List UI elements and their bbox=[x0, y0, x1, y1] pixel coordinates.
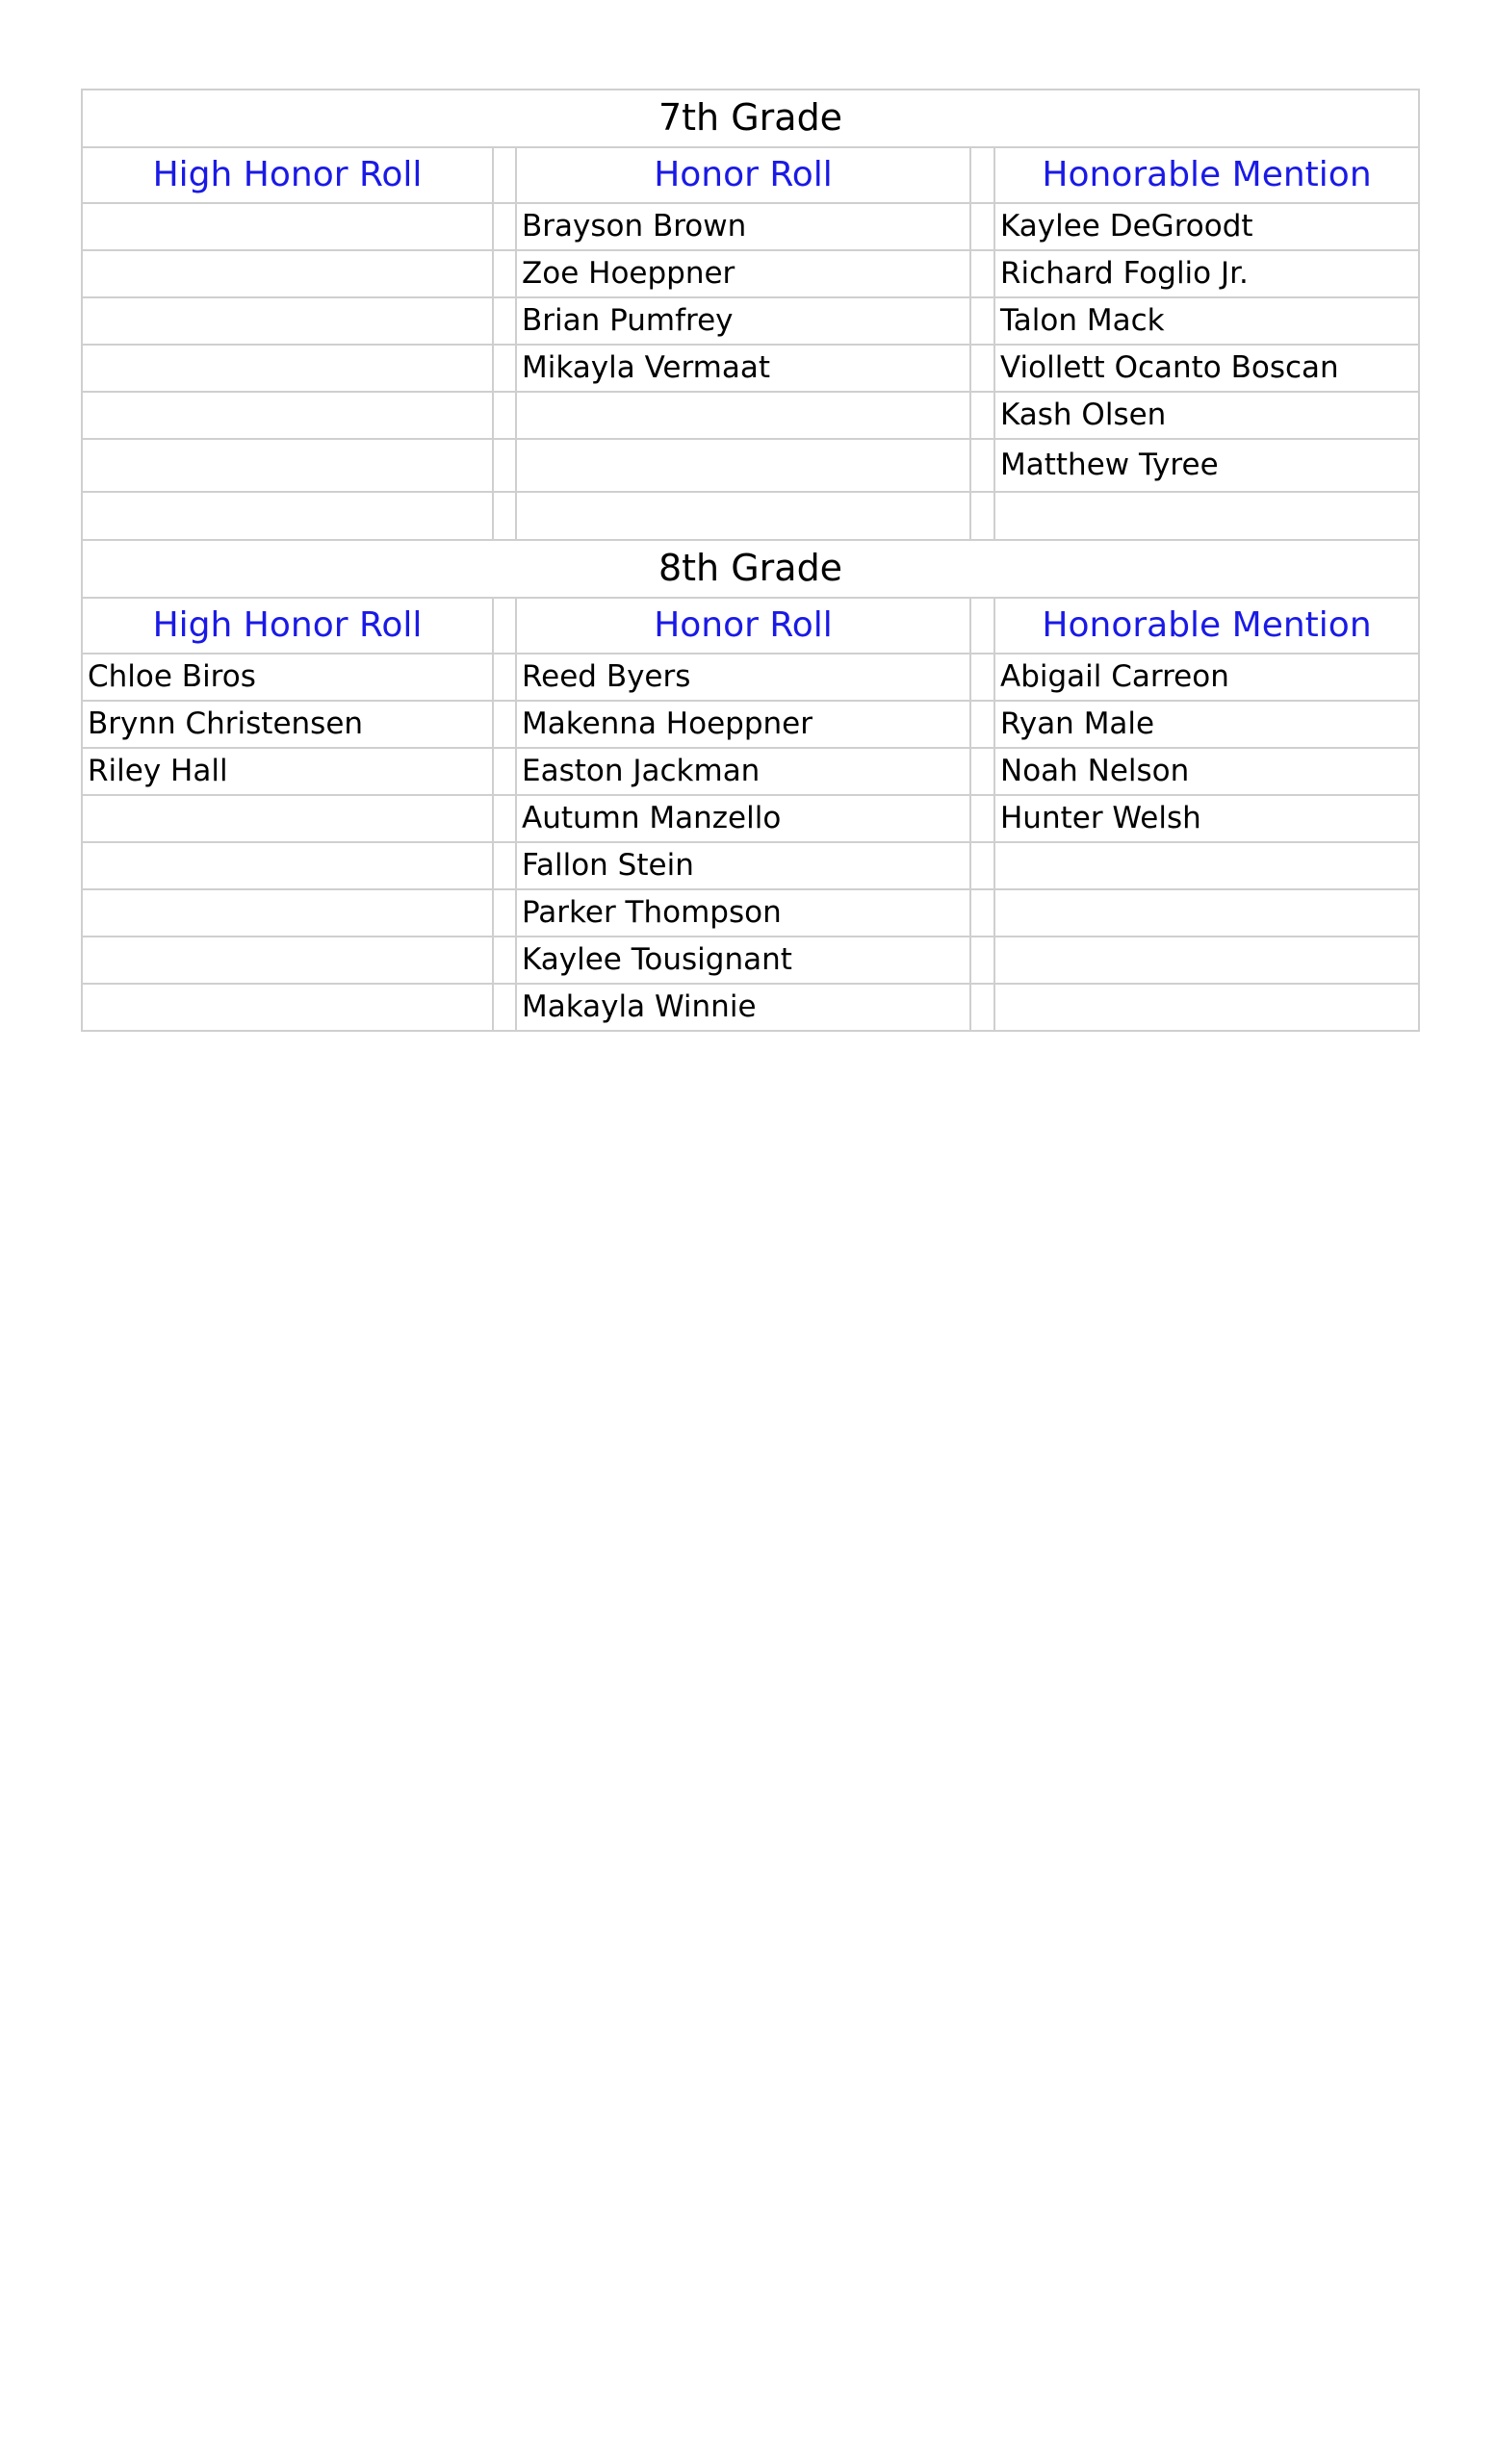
column-spacer bbox=[493, 748, 516, 795]
high-honor-roll-header: High Honor Roll bbox=[82, 147, 493, 203]
high-honor-roll-cell bbox=[82, 392, 493, 439]
column-spacer bbox=[970, 203, 994, 250]
honor-roll-cell: Easton Jackman bbox=[516, 748, 970, 795]
honorable-mention-cell bbox=[994, 937, 1419, 984]
honor-roll-cell: Zoe Hoeppner bbox=[516, 250, 970, 297]
column-spacer bbox=[493, 889, 516, 937]
table-row bbox=[82, 984, 1419, 1031]
column-spacer bbox=[970, 654, 994, 701]
table-row bbox=[82, 842, 1419, 889]
column-spacer bbox=[493, 147, 516, 203]
column-header-row bbox=[82, 147, 1419, 203]
table-row bbox=[82, 392, 1419, 439]
high-honor-roll-cell bbox=[82, 297, 493, 345]
column-spacer bbox=[970, 795, 994, 842]
honorable-mention-cell bbox=[994, 889, 1419, 937]
table-row bbox=[82, 345, 1419, 392]
honor-roll-cell: Makayla Winnie bbox=[516, 984, 970, 1031]
high-honor-roll-header: High Honor Roll bbox=[82, 598, 493, 654]
grade-title-row bbox=[82, 90, 1419, 147]
column-spacer bbox=[970, 439, 994, 492]
column-spacer bbox=[970, 984, 994, 1031]
column-spacer bbox=[493, 701, 516, 748]
high-honor-roll-cell bbox=[82, 795, 493, 842]
honor-roll-cell bbox=[516, 439, 970, 492]
column-spacer bbox=[493, 392, 516, 439]
column-spacer bbox=[493, 297, 516, 345]
honorable-mention-cell: Matthew Tyree bbox=[994, 439, 1419, 492]
honorable-mention-cell: Richard Foglio Jr. bbox=[994, 250, 1419, 297]
honor-roll-cell: Autumn Manzello bbox=[516, 795, 970, 842]
table-row bbox=[82, 492, 1419, 540]
column-spacer bbox=[493, 984, 516, 1031]
honorable-mention-cell: Ryan Male bbox=[994, 701, 1419, 748]
column-spacer bbox=[970, 598, 994, 654]
column-spacer bbox=[970, 147, 994, 203]
table-row bbox=[82, 795, 1419, 842]
honor-roll-header: Honor Roll bbox=[516, 147, 970, 203]
honor-roll-cell: Parker Thompson bbox=[516, 889, 970, 937]
column-spacer bbox=[493, 345, 516, 392]
table-row bbox=[82, 889, 1419, 937]
table-row bbox=[82, 439, 1419, 492]
high-honor-roll-cell bbox=[82, 492, 493, 540]
high-honor-roll-cell bbox=[82, 937, 493, 984]
honor-roll-cell: Fallon Stein bbox=[516, 842, 970, 889]
honor-roll-cell: Makenna Hoeppner bbox=[516, 701, 970, 748]
grade-title: 7th Grade bbox=[82, 90, 1419, 147]
grade-title-row bbox=[82, 540, 1419, 598]
table-row bbox=[82, 654, 1419, 701]
column-spacer bbox=[493, 937, 516, 984]
high-honor-roll-cell bbox=[82, 345, 493, 392]
honorable-mention-cell: Viollett Ocanto Boscan bbox=[994, 345, 1419, 392]
column-header-row bbox=[82, 598, 1419, 654]
honor-roll-cell: Kaylee Tousignant bbox=[516, 937, 970, 984]
high-honor-roll-cell bbox=[82, 984, 493, 1031]
honor-roll-table bbox=[81, 89, 1420, 1032]
table-row bbox=[82, 701, 1419, 748]
table-row bbox=[82, 748, 1419, 795]
honorable-mention-cell bbox=[994, 492, 1419, 540]
honorable-mention-cell: Abigail Carreon bbox=[994, 654, 1419, 701]
column-spacer bbox=[970, 345, 994, 392]
honor-roll-cell bbox=[516, 392, 970, 439]
column-spacer bbox=[970, 748, 994, 795]
grade-title: 8th Grade bbox=[82, 540, 1419, 598]
high-honor-roll-cell bbox=[82, 250, 493, 297]
column-spacer bbox=[970, 889, 994, 937]
high-honor-roll-cell bbox=[82, 439, 493, 492]
column-spacer bbox=[970, 701, 994, 748]
honorable-mention-cell bbox=[994, 842, 1419, 889]
column-spacer bbox=[493, 598, 516, 654]
column-spacer bbox=[493, 842, 516, 889]
honorable-mention-header: Honorable Mention bbox=[994, 598, 1419, 654]
column-spacer bbox=[970, 937, 994, 984]
honor-roll-cell: Brian Pumfrey bbox=[516, 297, 970, 345]
column-spacer bbox=[970, 842, 994, 889]
honorable-mention-cell: Kaylee DeGroodt bbox=[994, 203, 1419, 250]
column-spacer bbox=[970, 297, 994, 345]
honorable-mention-cell: Hunter Welsh bbox=[994, 795, 1419, 842]
column-spacer bbox=[493, 795, 516, 842]
high-honor-roll-cell bbox=[82, 203, 493, 250]
high-honor-roll-cell bbox=[82, 842, 493, 889]
honorable-mention-cell: Kash Olsen bbox=[994, 392, 1419, 439]
honorable-mention-cell bbox=[994, 984, 1419, 1031]
honor-roll-cell: Mikayla Vermaat bbox=[516, 345, 970, 392]
honorable-mention-header: Honorable Mention bbox=[994, 147, 1419, 203]
table-row bbox=[82, 250, 1419, 297]
table-row bbox=[82, 297, 1419, 345]
column-spacer bbox=[970, 250, 994, 297]
column-spacer bbox=[970, 392, 994, 439]
honorable-mention-cell: Noah Nelson bbox=[994, 748, 1419, 795]
column-spacer bbox=[493, 492, 516, 540]
high-honor-roll-cell: Chloe Biros bbox=[82, 654, 493, 701]
table-row bbox=[82, 937, 1419, 984]
honorable-mention-cell: Talon Mack bbox=[994, 297, 1419, 345]
high-honor-roll-cell: Brynn Christensen bbox=[82, 701, 493, 748]
column-spacer bbox=[493, 654, 516, 701]
honor-roll-cell bbox=[516, 492, 970, 540]
table-row bbox=[82, 203, 1419, 250]
honor-roll-cell: Reed Byers bbox=[516, 654, 970, 701]
high-honor-roll-cell bbox=[82, 889, 493, 937]
honor-roll-cell: Brayson Brown bbox=[516, 203, 970, 250]
high-honor-roll-cell: Riley Hall bbox=[82, 748, 493, 795]
column-spacer bbox=[493, 439, 516, 492]
honor-roll-header: Honor Roll bbox=[516, 598, 970, 654]
column-spacer bbox=[493, 203, 516, 250]
column-spacer bbox=[970, 492, 994, 540]
column-spacer bbox=[493, 250, 516, 297]
